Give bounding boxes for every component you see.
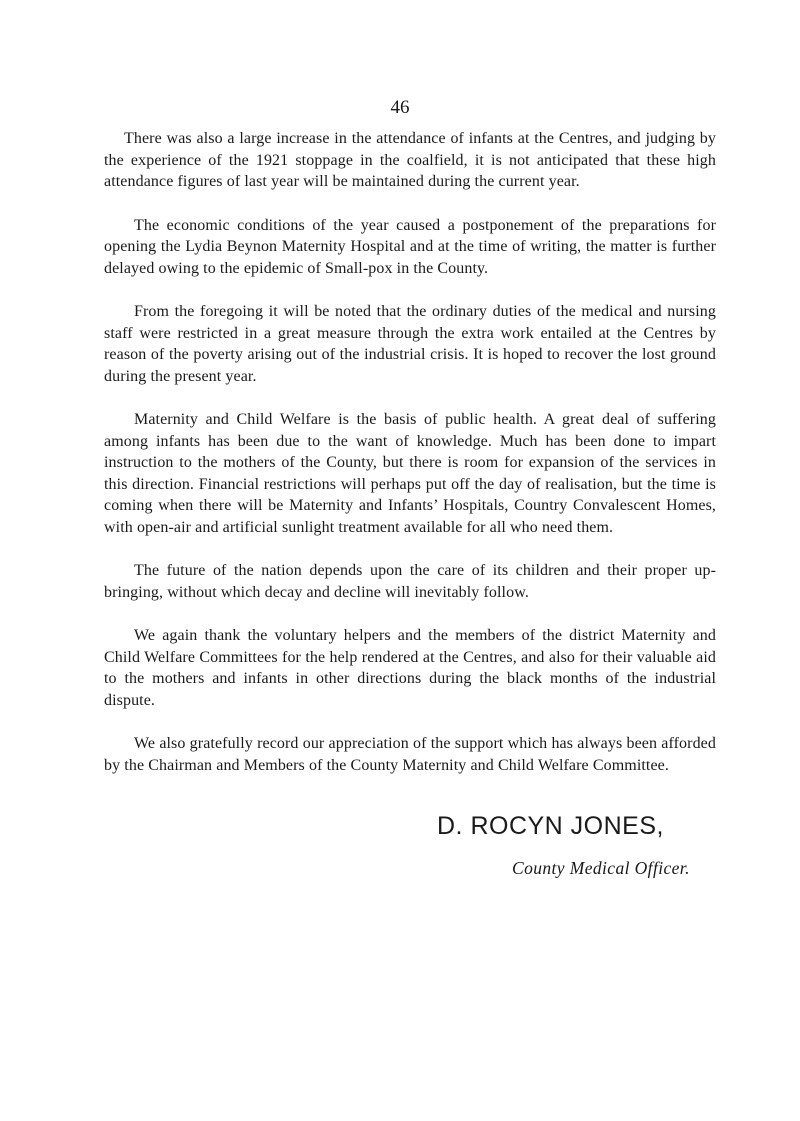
report-body — [104, 128, 716, 798]
signatory-name: D. ROCYN JONES, — [437, 812, 664, 840]
page-number: 46 — [390, 97, 410, 118]
paragraph-future-of-nation: The future of the nation depends upon the care of its children and their proper up-bringing, without which decay and decline will inevitably follow. — [104, 562, 716, 601]
paragraph-maternity-welfare: Maternity and Child Welfare is the basis of public health. A great deal of suffering among infants has been due to the want of knowledge. Much has been done to impart instruction to the mothers of the County, but there is room for expansion of the services in this direction. Financial restrictions will perhaps put off the day of realisation, but the time is coming when there will be Maternity and Infants’ Hospitals, Country Convalescent Homes, with open-air and artificial sunlight treatment available for all who need them. — [104, 411, 716, 536]
signatory-title: County Medical Officer. — [512, 858, 690, 878]
paragraph-thanks-helpers: We again thank the voluntary helpers and the members of the district Maternity and Child Welfare Committees for the help rendered at the Centres, and also for their valuable aid to the mothers and infants in other directions during the black months of the industrial dispute. — [104, 627, 716, 709]
paragraph-economic-conditions: The economic conditions of the year caused a postponement of the preparations for opening the Lydia Beynon Maternity Hospital and at the time of writing, the matter is further delayed owing to the epidemic of Small-pox in the County. — [104, 216, 716, 277]
paragraph-staff-duties: From the foregoing it will be noted that the ordinary duties of the medical and nursing staff were restricted in a great measure through the extra work entailed at the Centres by reason of the poverty arising out of the industrial crisis. It is hoped to recover the lost ground during the present year. — [104, 303, 716, 385]
paragraph-infant-attendance: There was also a large increase in the attendance of infants at the Centres, and judging by the experience of the 1921 stoppage in the coalfield, it is not anticipated that these high attendance figures of last year will be maintained during the current year. — [104, 130, 716, 190]
paragraph-appreciation-committee: We also gratefully record our appreciation of the support which has always been afforded by the Chairman and Members of the County Maternity and Child Welfare Committee. — [104, 735, 716, 774]
